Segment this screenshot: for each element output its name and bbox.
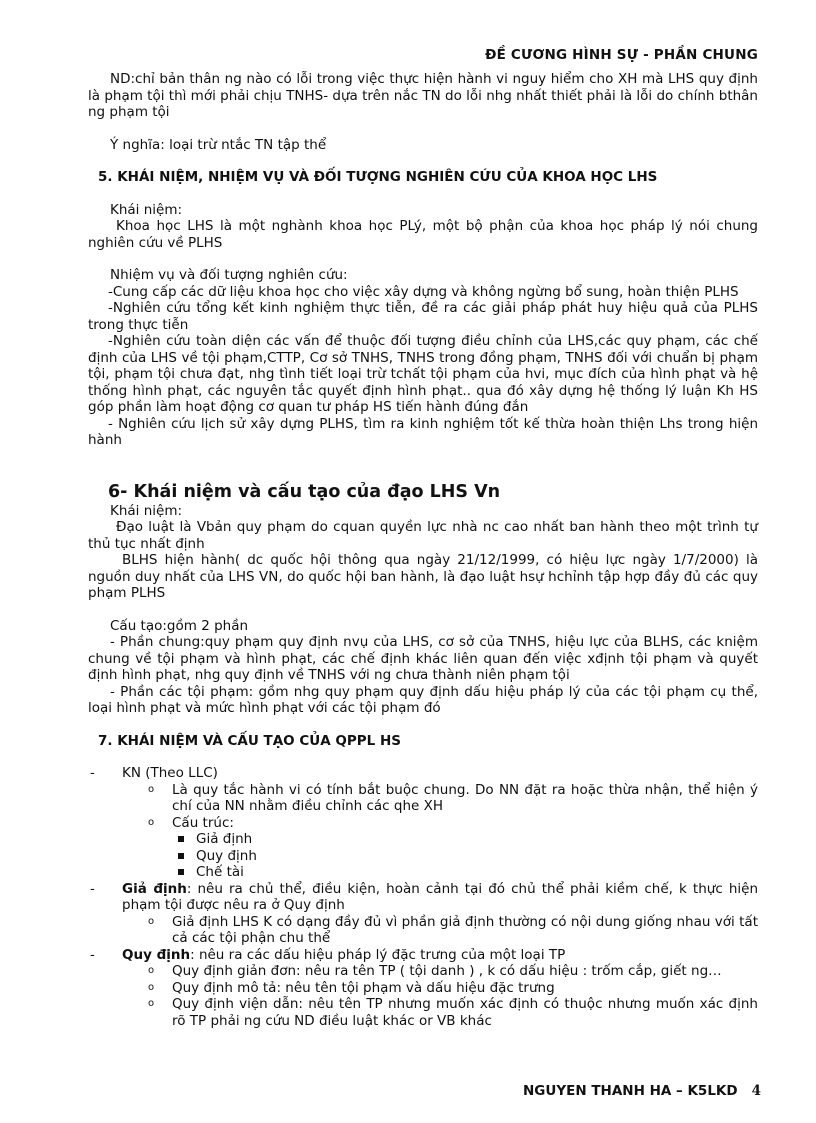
s6-paragraph-1: Đạo luật là Vbản quy phạm do cquan quyền lực nhà nc cao nhất ban hành theo một trình tự thủ tục nhất định [88, 519, 758, 552]
s5-concept-label: Khái niệm: [110, 201, 183, 218]
s7-quy-dinh-sub-item [88, 980, 758, 997]
s7-quy-dinh-simple: Quy định giản đơn: nêu ra tên TP ( tội danh ) , k có dấu hiệu : trốm cắp, giết ng… [172, 963, 722, 979]
s6-crimes-part: - Phần các tội phạm: gồm nhg quy phạm quy định dấu hiệu pháp lý của các tội phạm cụ thể, loại hình phạt và mức hình phạt với các tội phạm đó [88, 683, 758, 716]
page-number: 4 [751, 1083, 761, 1099]
s7-kn-item [88, 765, 758, 782]
s7-quy-dinh-sub-item [88, 996, 758, 1029]
s7-structure-sub-item [88, 831, 758, 848]
s5-tasks-label: Nhiệm vụ và đối tượng nghiên cứu: [110, 267, 348, 283]
s7-quy-dinh-term: Quy định [122, 946, 191, 963]
s5-task-4: - Nghiên cứu lịch sử xây dựng PLHS, tìm ra kinh nghiệm tốt kế thừa hoàn thiện Lhs trong hiện hành [88, 415, 758, 448]
s6-structure-label: Cấu tạo:gồm 2 phần [110, 617, 249, 634]
s5-task-1: -Cung cấp các dữ liệu khoa học cho việc xây dựng và không ngừng bổ sung, hoàn thiện PLHS [108, 283, 739, 300]
dash-bullet: - [90, 765, 95, 781]
intro-meaning-paragraph: Ý nghĩa: loại trừ ntắc TN tập thể [110, 136, 327, 153]
square-bullet-icon [178, 836, 184, 842]
s7-structure-che-tai: Chế tài [196, 864, 244, 880]
s7-gia-dinh-term: Giả định [122, 880, 187, 897]
circle-bullet-icon: o [148, 981, 155, 993]
s7-structure-sub-item [88, 848, 758, 865]
s7-kn-definition: Là quy tắc hành vi có tính bắt buộc chung. Do NN đặt ra hoặc thừa nhận, thể hiện ý chí của NN nhằm điều chỉnh các qhe XH [172, 781, 758, 814]
page-footer [523, 1083, 761, 1099]
s7-quy-dinh-item [88, 947, 758, 964]
s6-concept-label: Khái niệm: [110, 502, 183, 519]
s5-task-3: -Nghiên cứu toàn diện các vấn để thuộc đối tượng điều chỉnh của LHS,các quy phạm, các chế định của LHS về tội phạm,CTTP, Cơ sở TNHS, TNHS trong đồng phạm, TNHS đối với chuẩn bị phạm tội, phạm tội chưa đạt, nhg tình tiết loại trừ tchất tội phạm của hvi, mục đích của hình phạt và hệ thống hình phạt, các nguyên tắc quyết định hình phạt.. qua đó xây dựng hệ thống lý luận Kh HS góp phần làm hoạt động cơ quan tư pháp HS tiến hành đúng đắn [88, 333, 758, 415]
s7-quy-dinh-descriptive: Quy định mô tả: nêu tên tội phạm và dấu hiệu đặc trưng [172, 979, 555, 996]
intro-content-paragraph: ND:chỉ bản thân ng nào có lỗi trong việc thực hiện hành vi nguy hiểm cho XH mà LHS quy định là phạm tội thì mới phải chịu TNHS- dựa trên nắc TN do lỗi nhg nhất thiết phải là lỗi do chính bthân ng phạm tội [88, 71, 758, 120]
circle-bullet-icon: o [148, 998, 155, 1009]
s7-gia-dinh-sub-text: Giả định LHS K có dạng đầy đủ vì phần giả định thường có nội dung giống nhau với tất cả các tội phận chu thể [172, 913, 758, 946]
page-content [88, 71, 758, 1029]
s7-gia-dinh-text: : nêu ra chủ thể, điều kiện, hoàn cảnh tại đó chủ thể phải kiềm chế, k thực hiện phạm tội được nêu ra ở Quy định [122, 880, 758, 913]
dash-bullet: - [90, 880, 95, 897]
s6-general-part: - Phần chung:quy phạm quy định nvụ của LHS, cơ sở của TNHS, hiệu lực của BLHS, các kniệm chung về tội phạm và hình phạt, các chế định khác liên quan đến việc xđịnh tội phạm và quyết định hình phạt, nhg quy định về TNHS với ng chưa thành niên phạm tội [88, 634, 758, 683]
s7-quy-dinh-reference: Quy định viện dẫn: nêu tên TP nhưng muốn xác định có thuộc nhưng muốn xác định rõ TP phải ng cứu ND điều luật khác or VB khác [172, 996, 758, 1029]
circle-bullet-icon: o [148, 915, 155, 927]
square-bullet-icon [178, 869, 184, 875]
s7-gia-dinh-sub-item [88, 914, 758, 947]
circle-bullet-icon: o [148, 816, 155, 828]
s7-quy-dinh-sub-item [88, 963, 758, 980]
s7-kn-definition-item [88, 782, 758, 815]
page-header-title: ĐỀ CƯƠNG HÌNH SỰ - PHẦN CHUNG [485, 47, 758, 63]
section-6-heading: 6- Khái niệm và cấu tạo của đạo LHS Vn [108, 481, 501, 502]
section-5-heading: 5. KHÁI NIỆM, NHIỆM VỤ VÀ ĐỐI TƯỢNG NGHIÊN CỨU CỦA KHOA HỌC LHS [98, 169, 658, 185]
s7-kn-label: KN (Theo LLC) [122, 765, 218, 781]
footer-author: NGUYEN THANH HA – K5LKD [522, 1083, 738, 1099]
s7-structure-label: Cấu trúc: [172, 814, 234, 831]
s6-paragraph-2: BLHS hiện hành( dc quốc hội thông qua ngày 21/12/1999, có hiệu lực ngày 1/7/2000) là nguồn duy nhất của LHS VN, do quốc hội ban hành, là đạo luật hsự hchỉnh tập hợp đầy đủ các quy phạm PLHS [88, 552, 758, 601]
s5-task-2: -Nghiên cứu tổng kết kinh nghiệm thực tiễn, đề ra các giải pháp phát huy hiệu quả của PLHS trong thực tiễn [88, 300, 758, 333]
s7-structure-item [88, 815, 758, 832]
circle-bullet-icon: o [148, 965, 155, 976]
section-7-heading: 7. KHÁI NIỆM VÀ CẤU TẠO CỦA QPPL HS [98, 732, 401, 749]
s7-structure-sub-item [88, 864, 758, 881]
circle-bullet-icon: o [148, 783, 155, 795]
s5-concept-text: Khoa học LHS là một nghành khoa học PLý, một bộ phận của khoa học pháp lý nói chung nghiên cứu về PLHS [88, 218, 758, 251]
square-bullet-icon [178, 853, 184, 859]
s7-gia-dinh-item [88, 881, 758, 914]
s7-structure-gia-dinh: Giả định [196, 831, 253, 847]
dash-bullet: - [90, 946, 95, 963]
s7-quy-dinh-text: : nêu ra các dấu hiệu pháp lý đặc trưng của một loại TP [190, 946, 566, 963]
s7-structure-quy-dinh: Quy định [196, 847, 257, 864]
